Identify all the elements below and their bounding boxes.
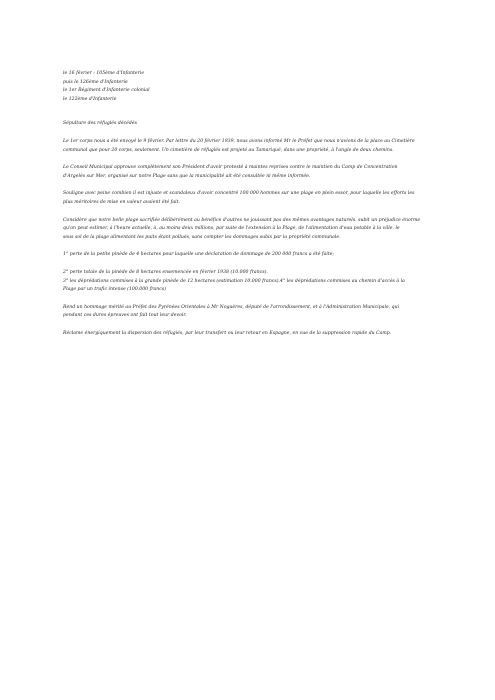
letter-body bbox=[63, 70, 433, 338]
text-line: 3° les déprédations commises à la grande pinède de 12 hectares (estimation 10.000 francs).4° les déprédations commises au chemin d'accès à la bbox=[63, 278, 405, 284]
text-line: plus méritoires de mise en valeur avaient été fait. bbox=[63, 199, 180, 205]
subject-heading: Sépulture des réfugiés décédés bbox=[63, 121, 137, 127]
paragraph-dispersion bbox=[63, 330, 433, 339]
text-line: Plage par un trafic intense (100.000 francs) bbox=[63, 287, 167, 293]
text-line: Rend un hommage mérité au Préfet des Pyrénées Orientales à Mr Noguères, député de l'arrondissement, et à l'Administration Municipale, qui bbox=[63, 304, 400, 310]
text-line: sous sol de la plage alimentant les puits étant pollués, sans compter les dommages subis par la propriété communale. bbox=[63, 234, 341, 240]
text-line: Souligne avec peine combien il est injuste et scandaleux d'avoir concentré 100 000 hommes sur une plage en plein essor, pour laquelle les efforts les bbox=[63, 191, 415, 197]
paragraph-items-2-4 bbox=[63, 269, 433, 295]
address-line: puis le 126ème d'Infanterie bbox=[63, 79, 128, 85]
text-line: pendant ces dures épreuves ont fait tout leur devoir. bbox=[63, 313, 187, 319]
paragraph-cemetery bbox=[63, 138, 433, 155]
address-line: le 1er Régiment d'Infanterie colonial bbox=[63, 88, 150, 94]
text-line: Le Conseil Municipal approuve complètement son Président d'avoir protesté à maintes reprises contre le maintien du Camp de Concentration bbox=[63, 165, 398, 171]
paragraph-damage bbox=[63, 217, 433, 243]
address-line: le 16 février : 105ème d'Infanterie bbox=[63, 71, 145, 76]
paragraph-injustice bbox=[63, 190, 433, 207]
text-line: Réclame énergiquement la dispersion des réfugiés, par leur transfert ou leur retour en Espagne, en vue de la suppression rapide du Camp. bbox=[63, 330, 392, 336]
text-line: d'Argelès sur Mer, organisé sur notre Plage sans que la municipalité ait été consultée ni même informée. bbox=[63, 173, 311, 179]
paragraph-council bbox=[63, 164, 433, 181]
paragraph-homage bbox=[63, 304, 433, 321]
text-line: 1° perte de la petite pinède de 4 hectares pour laquelle une déclaration de dommage de 200 000 francs a été faite; bbox=[63, 252, 335, 258]
text-line: Le 1er corps nous a été envoyé le 9 février. Par lettre du 20 février 1939, nous avons informé Mr le Préfet que nous n'avions de la place au Cimetière bbox=[63, 138, 415, 144]
text-line: qu'on peut estimer, à l'heure actuelle, à, au moins deux millions, par suite de l'extension à la Plage, de l'alimentation d'eau potable à la ville, le bbox=[63, 226, 400, 232]
address-block bbox=[63, 70, 433, 104]
text-line: Considère que notre belle plage sacrifiée délibérément au bénéfice d'autres ne jouissant pas des mêmes avantages naturels, subit un préjudice énorme bbox=[63, 217, 421, 223]
paragraph-item-1 bbox=[63, 251, 433, 260]
text-line: 2° perte totale de la pinède de 8 hectares ensemencée en février 1938 (10.000 francs). bbox=[63, 269, 268, 275]
text-line: communal que pour 20 corps, seulement. Un cimetière de réfugiés est projeté au Tamariqué, dans une propriété, à l'angle de deux chemins. bbox=[63, 147, 394, 153]
address-line: le 122ème d'Infanterie bbox=[63, 96, 117, 102]
